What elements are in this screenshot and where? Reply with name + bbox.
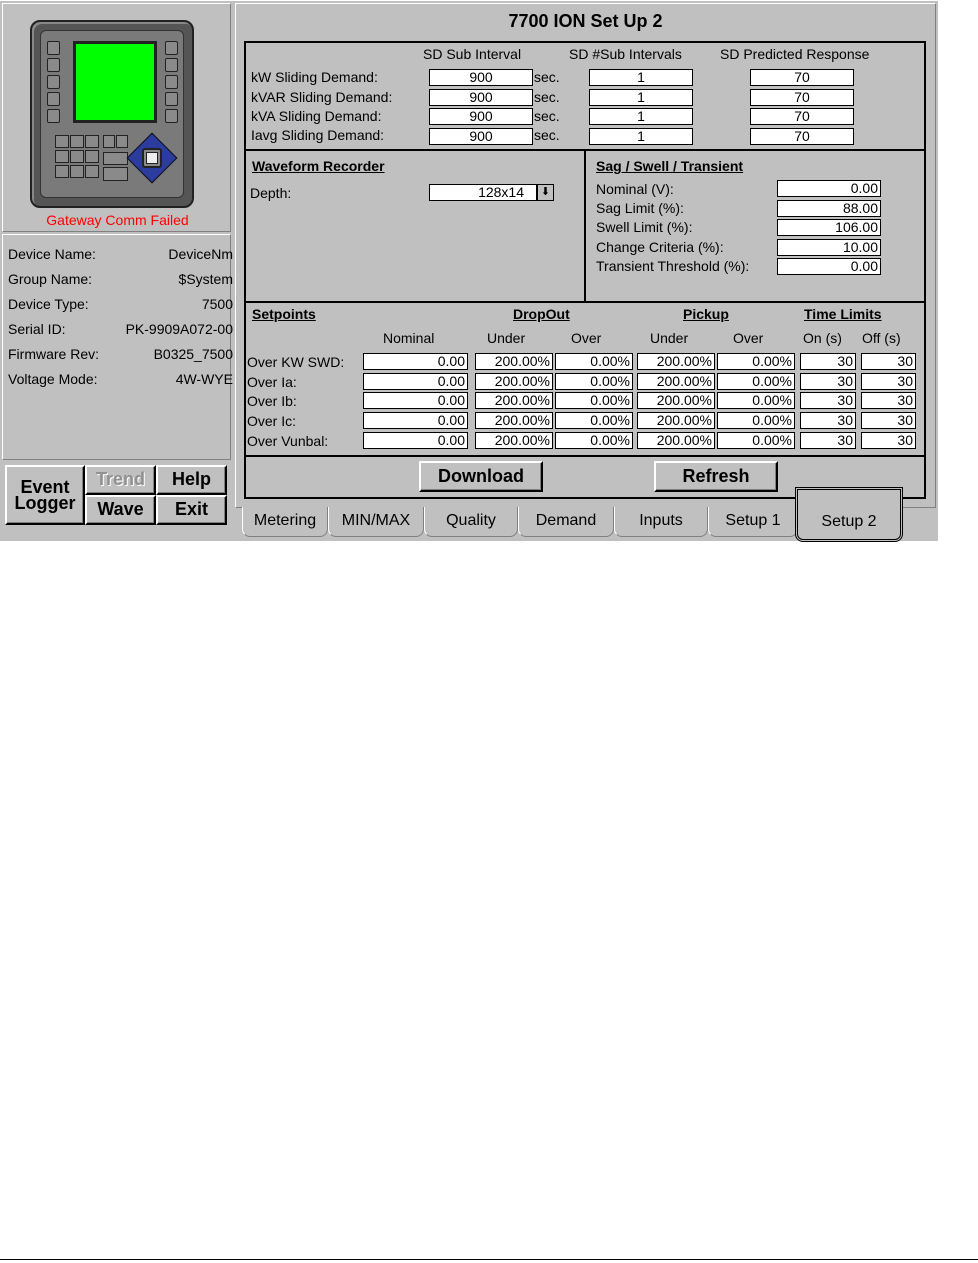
time-limits-header: Time Limits (804, 306, 882, 322)
col-nominal: Nominal (383, 330, 435, 346)
setpoint-on-field[interactable]: 30 (800, 373, 856, 390)
change-criteria-field[interactable]: 10.00 (777, 239, 881, 256)
nav-pad-icon (127, 133, 177, 183)
sag-label-swell-limit: Swell Limit (%): (596, 219, 693, 235)
setpoint-nominal-field[interactable]: 0.00 (363, 412, 468, 429)
tab-metering[interactable]: Metering (242, 507, 328, 537)
sd-row-label: kVAR Sliding Demand: (251, 89, 393, 105)
setpoint-pickup-under-field[interactable]: 200.00% (637, 432, 715, 449)
setpoint-pickup-under-field[interactable]: 200.00% (637, 373, 715, 390)
sd-predicted-response-header: SD Predicted Response (720, 46, 870, 62)
setpoint-nominal-field[interactable]: 0.00 (363, 432, 468, 449)
setpoint-pickup-under-field[interactable]: 200.00% (637, 353, 715, 370)
setpoint-dropout-under-field[interactable]: 200.00% (475, 373, 553, 390)
setpoint-dropout-over-field[interactable]: 0.00% (555, 392, 633, 409)
depth-select[interactable]: 128x14 (429, 184, 537, 201)
tab-quality[interactable]: Quality (424, 507, 518, 537)
event-logger-button[interactable]: Event Logger (5, 465, 85, 525)
col-pickup-under: Under (650, 330, 689, 346)
tab-inputs[interactable]: Inputs (614, 507, 708, 537)
sd-predicted-response-field[interactable]: 70 (750, 89, 854, 106)
setpoint-dropout-under-field[interactable]: 200.00% (475, 412, 553, 429)
setpoint-row-label: Over Vunbal: (247, 433, 329, 449)
download-button[interactable]: Download (419, 461, 543, 492)
setpoint-row-label: Over Ib: (247, 393, 297, 409)
setpoint-dropout-under-field[interactable]: 200.00% (475, 392, 553, 409)
sd-sub-interval-field[interactable]: 900 (429, 89, 533, 106)
setpoint-off-field[interactable]: 30 (861, 373, 916, 390)
setpoint-nominal-field[interactable]: 0.00 (363, 373, 468, 390)
sag-label-transient-threshold: Transient Threshold (%): (596, 258, 750, 274)
setpoint-on-field[interactable]: 30 (800, 432, 856, 449)
meter-screen (73, 41, 157, 123)
setpoint-pickup-under-field[interactable]: 200.00% (637, 392, 715, 409)
setpoint-nominal-field[interactable]: 0.00 (363, 353, 468, 370)
setpoint-pickup-over-field[interactable]: 0.00% (717, 353, 795, 370)
device-image-panel (2, 3, 231, 232)
dropout-header: DropOut (513, 306, 570, 322)
setpoint-dropout-over-field[interactable]: 0.00% (555, 353, 633, 370)
setpoint-nominal-field[interactable]: 0.00 (363, 392, 468, 409)
comm-status: Gateway Comm Failed (46, 212, 189, 228)
setpoint-dropout-under-field[interactable]: 200.00% (475, 353, 553, 370)
setpoint-pickup-under-field[interactable]: 200.00% (637, 412, 715, 429)
tab-setup-2[interactable]: Setup 2 (795, 487, 903, 542)
setpoint-dropout-over-field[interactable]: 0.00% (555, 412, 633, 429)
sd-num-sub-intervals-header: SD #Sub Intervals (569, 46, 682, 62)
col-pickup-over: Over (733, 330, 764, 346)
sd-sub-interval-field[interactable]: 900 (429, 128, 533, 145)
exit-button[interactable]: Exit (156, 495, 227, 525)
sd-num-sub-intervals-field[interactable]: 1 (589, 89, 693, 106)
sd-num-sub-intervals-field[interactable]: 1 (589, 69, 693, 86)
sd-num-sub-intervals-field[interactable]: 1 (589, 128, 693, 145)
transient-threshold-field[interactable]: 0.00 (777, 258, 881, 275)
tab-min-max[interactable]: MIN/MAX (328, 507, 424, 537)
col-dropout-over: Over (571, 330, 602, 346)
sd-unit-label: sec. (534, 89, 560, 105)
help-button[interactable]: Help (156, 465, 227, 495)
setpoint-off-field[interactable]: 30 (861, 392, 916, 409)
tab-demand[interactable]: Demand (518, 507, 614, 537)
sd-row-label: kW Sliding Demand: (251, 69, 378, 85)
sd-predicted-response-field[interactable]: 70 (750, 69, 854, 86)
pickup-header: Pickup (683, 306, 729, 322)
wave-button[interactable]: Wave (85, 495, 156, 525)
setpoint-row-label: Over Ic: (247, 413, 297, 429)
sd-predicted-response-field[interactable]: 70 (750, 108, 854, 125)
sd-sub-interval-header: SD Sub Interval (423, 46, 522, 62)
page-title: 7700 ION Set Up 2 (508, 11, 663, 31)
setpoint-pickup-over-field[interactable]: 0.00% (717, 392, 795, 409)
page-divider (0, 1259, 978, 1260)
sd-unit-label: sec. (534, 69, 560, 85)
sag-label-change-criteria: Change Criteria (%): (596, 239, 724, 255)
sag-limit-field[interactable]: 88.00 (777, 200, 881, 217)
sd-row-label: kVA Sliding Demand: (251, 108, 382, 124)
device-info-panel: Device Name: DeviceNm Group Name: $System Device Type: 7500 Serial ID: PK-9909A072-00 Firmware Rev: B0325_7500 Voltage Mode: 4W-WYE (2, 234, 231, 460)
sd-unit-label: sec. (534, 108, 560, 124)
sd-unit-label: sec. (534, 127, 560, 143)
nominal-voltage-field[interactable]: 0.00 (777, 180, 881, 197)
col-dropout-under: Under (487, 330, 526, 346)
setpoint-row-label: Over KW SWD: (247, 354, 345, 370)
sd-row-label: Iavg Sliding Demand: (251, 127, 385, 143)
setpoint-off-field[interactable]: 30 (861, 412, 916, 429)
setpoint-on-field[interactable]: 30 (800, 353, 856, 370)
left-button-grid (5, 465, 227, 525)
setpoint-dropout-over-field[interactable]: 0.00% (555, 373, 633, 390)
sd-sub-interval-field[interactable]: 900 (429, 108, 533, 125)
col-off: Off (s) (862, 330, 901, 346)
meter-icon (30, 20, 194, 208)
dropdown-arrow-icon[interactable]: ⬇ (537, 184, 554, 201)
sd-sub-interval-field[interactable]: 900 (429, 69, 533, 86)
setpoint-dropout-over-field[interactable]: 0.00% (555, 432, 633, 449)
setpoints-title: Setpoints (252, 306, 316, 322)
col-on: On (s) (803, 330, 842, 346)
setpoint-pickup-over-field[interactable]: 0.00% (717, 412, 795, 429)
sd-num-sub-intervals-field[interactable]: 1 (589, 108, 693, 125)
setpoint-pickup-over-field[interactable]: 0.00% (717, 432, 795, 449)
sag-swell-title: Sag / Swell / Transient (596, 158, 744, 174)
setpoint-pickup-over-field[interactable]: 0.00% (717, 373, 795, 390)
setpoint-off-field[interactable]: 30 (861, 353, 916, 370)
sd-predicted-response-field[interactable]: 70 (750, 128, 854, 145)
depth-label: Depth: (250, 185, 292, 201)
setpoint-dropout-under-field[interactable]: 200.00% (475, 432, 553, 449)
app-window (0, 0, 938, 541)
trend-button[interactable]: Trend (85, 465, 156, 495)
refresh-button[interactable]: Refresh (654, 461, 778, 492)
setpoint-on-field[interactable]: 30 (800, 412, 856, 429)
setpoint-on-field[interactable]: 30 (800, 392, 856, 409)
setpoint-row-label: Over Ia: (247, 374, 297, 390)
sag-label-nominal: Nominal (V): (596, 181, 674, 197)
setpoint-off-field[interactable]: 30 (861, 432, 916, 449)
sag-label-sag-limit: Sag Limit (%): (596, 200, 684, 216)
swell-limit-field[interactable]: 106.00 (777, 219, 881, 236)
tab-setup-1[interactable]: Setup 1 (708, 507, 798, 537)
waveform-recorder-title: Waveform Recorder (252, 158, 385, 174)
